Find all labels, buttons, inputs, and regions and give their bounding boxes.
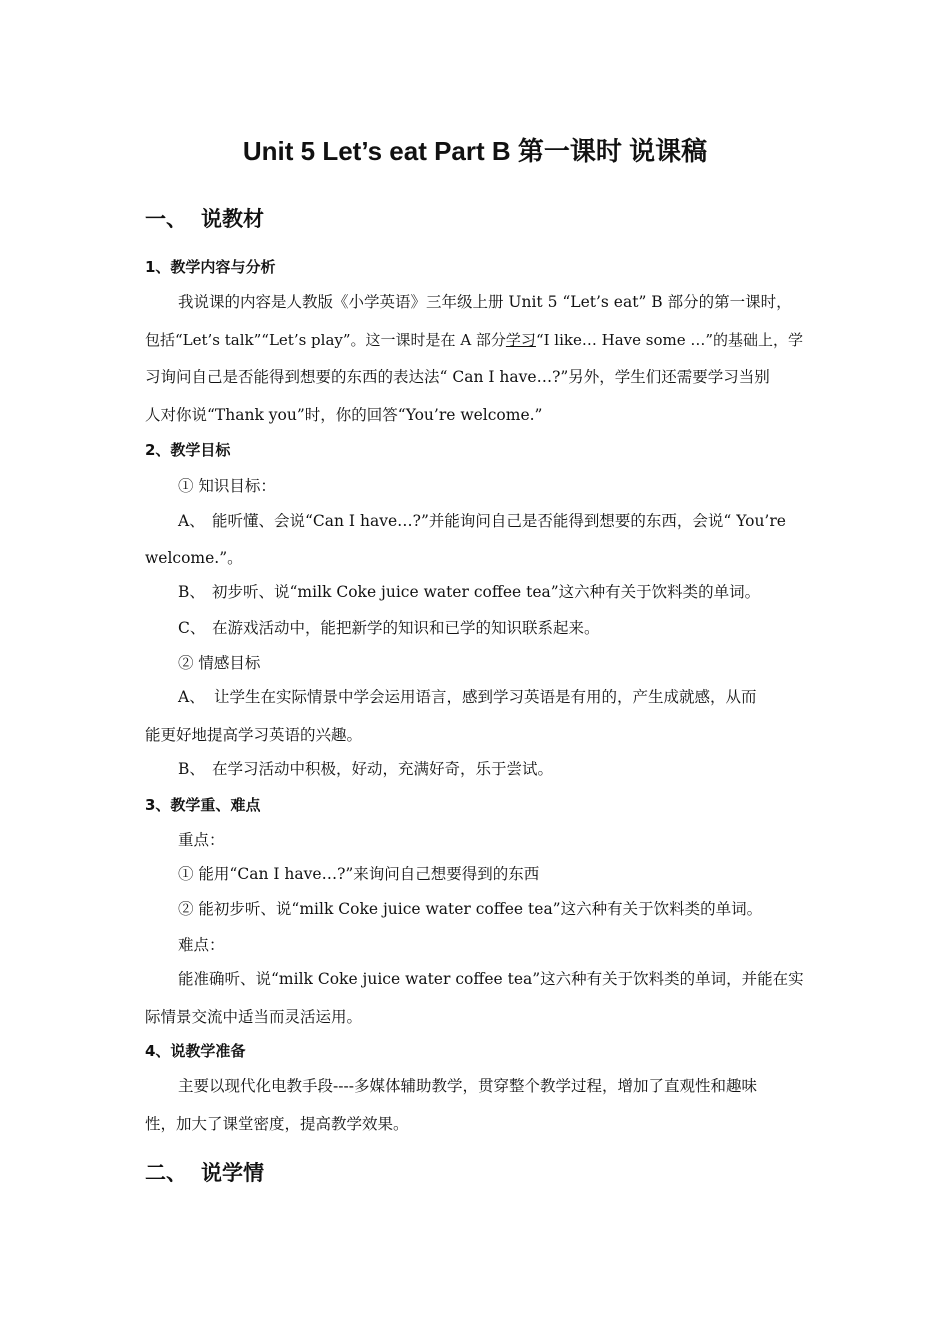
list-item: [178, 759, 553, 779]
goal-label-knowledge: ① 知识目标：: [178, 477, 276, 495]
subheading-teaching-goals: 2、教学目标: [145, 441, 231, 459]
list-text: 能听懂、会说“Can I have…?”并能询问自己是否能得到想要的东西，会说“ You’re: [212, 512, 786, 530]
list-item: [178, 511, 786, 531]
paragraph-line: 际情景交流中适当而灵活运用。: [145, 1008, 363, 1026]
section-heading-2: [145, 1159, 264, 1187]
list-marker: C、: [178, 619, 206, 637]
list-text: 在学习活动中积极，好动，充满好奇，乐于尝试。: [212, 760, 554, 778]
paragraph-line: [145, 330, 803, 350]
list-item: [178, 618, 600, 638]
difficulty-label: 难点：: [178, 936, 225, 954]
section-number: 一、: [145, 207, 187, 231]
key-points-label: 重点：: [178, 831, 225, 849]
section-title: 说教材: [201, 207, 264, 231]
list-text: 在游戏活动中，能把新学的知识和已学的知识联系起来。: [212, 619, 600, 637]
list-item: [178, 582, 760, 602]
list-marker: A、: [178, 512, 205, 530]
list-item: [178, 687, 757, 707]
paragraph-line: 能更好地提高学习英语的兴趣。: [145, 726, 363, 744]
paragraph-line: 习询问自己是否能得到想要的东西的表达法“ Can I have…?”另外，学生们还需要学习当别: [145, 368, 770, 386]
underlined-text: 学习: [505, 331, 536, 349]
section-number: 二、: [145, 1161, 187, 1185]
goal-label-emotion: ② 情感目标: [178, 654, 261, 672]
paragraph-line: welcome.”。: [145, 549, 243, 567]
paragraph-line: 能准确听、说“milk Coke juice water coffee tea”这六种有关于饮料类的单词，并能在实: [178, 970, 804, 988]
key-point-item: ② 能初步听、说“milk Coke juice water coffee tea”这六种有关于饮料类的单词。: [178, 900, 763, 918]
document-title: Unit 5 Let’s eat Part B 第一课时 说课稿: [242, 136, 708, 166]
section-title: 说学情: [201, 1161, 264, 1185]
text-run: “I like… Have some …”的基础上，学: [535, 331, 804, 349]
section-heading-1: [145, 205, 264, 233]
list-marker: B、: [178, 760, 205, 778]
list-marker: B、: [178, 583, 205, 601]
list-text: 初步听、说“milk Coke juice water coffee tea”这六种有关于饮料类的单词。: [212, 583, 761, 601]
paragraph-line: 性，加大了课堂密度，提高教学效果。: [145, 1115, 409, 1133]
paragraph-line: 主要以现代化电教手段----多媒体辅助教学，贯穿整个教学过程，增加了直观性和趣味: [178, 1077, 757, 1095]
list-text: 让学生在实际情景中学会运用语言，感到学习英语是有用的，产生成就感，从而: [214, 688, 757, 706]
list-marker: A、: [178, 688, 205, 706]
subheading-key-points: 3、教学重、难点: [145, 796, 261, 814]
paragraph-line: 我说课的内容是人教版《小学英语》三年级上册 Unit 5 “Let’s eat” B 部分的第一课时，: [178, 293, 792, 311]
key-point-item: ① 能用“Can I have…?”来询问自己想要得到的东西: [178, 865, 540, 883]
subheading-content-analysis: 1、教学内容与分析: [145, 258, 276, 276]
subheading-preparation: 4、说教学准备: [145, 1042, 246, 1060]
paragraph-line: 人对你说“Thank you”时，你的回答“You’re welcome.”: [145, 406, 543, 424]
text-run: 包括“Let’s talk”“Let’s play”。这一课时是在 A 部分: [145, 331, 506, 349]
